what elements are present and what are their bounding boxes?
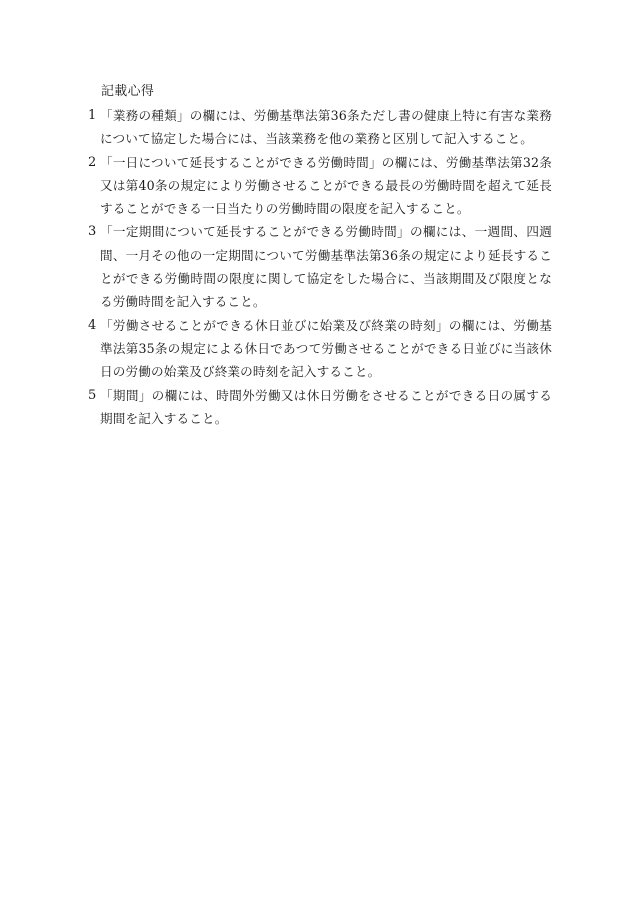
instruction-item-4 <box>0 314 630 384</box>
item-number: 5 <box>88 387 97 403</box>
document-heading: 記載心得 <box>101 84 155 99</box>
item-number: 4 <box>88 317 97 333</box>
instruction-item-5 <box>0 384 630 431</box>
instruction-item-2 <box>0 151 630 221</box>
item-text: 「期間」の欄には、時間外労働又は休日労働をさせることができる日の属する期間を記入すること。 <box>100 387 552 426</box>
item-number: 2 <box>88 154 97 170</box>
item-number: 1 <box>88 108 97 123</box>
instruction-item-3 <box>0 220 630 313</box>
item-text: 「一定期間について延長することができる労働時間」の欄には、一週間、四週間、一月その他の一定期間について労働基準法第36条の規定により延長することができる労働時間の限度に関して協定をした場合に、当該期間及び限度となる労働時間を記入すること。 <box>100 224 552 310</box>
item-text: 「一日について延長することができる労働時間」の欄には、労働基準法第32条又は第40条の規定により労働させることができる最長の労働時間を超えて延長することができる一日当たりの労働時間の限度を記入すること。 <box>100 154 552 217</box>
instruction-list <box>0 104 630 430</box>
item-text: 「業務の種類」の欄には、労働基準法第36条ただし書の健康上特に有害な業務について協定した場合には、当該業務を他の業務と区別して記入すること。 <box>100 108 552 147</box>
item-text: 「労働させることができる休日並びに始業及び終業の時刻」の欄には、労働基準法第35条の規定による休日であつて労働させることができる日並びに当該休日の労働の始業及び終業の時刻を記入すること。 <box>100 317 552 380</box>
instruction-item-1 <box>0 104 630 151</box>
item-number: 3 <box>88 224 97 240</box>
